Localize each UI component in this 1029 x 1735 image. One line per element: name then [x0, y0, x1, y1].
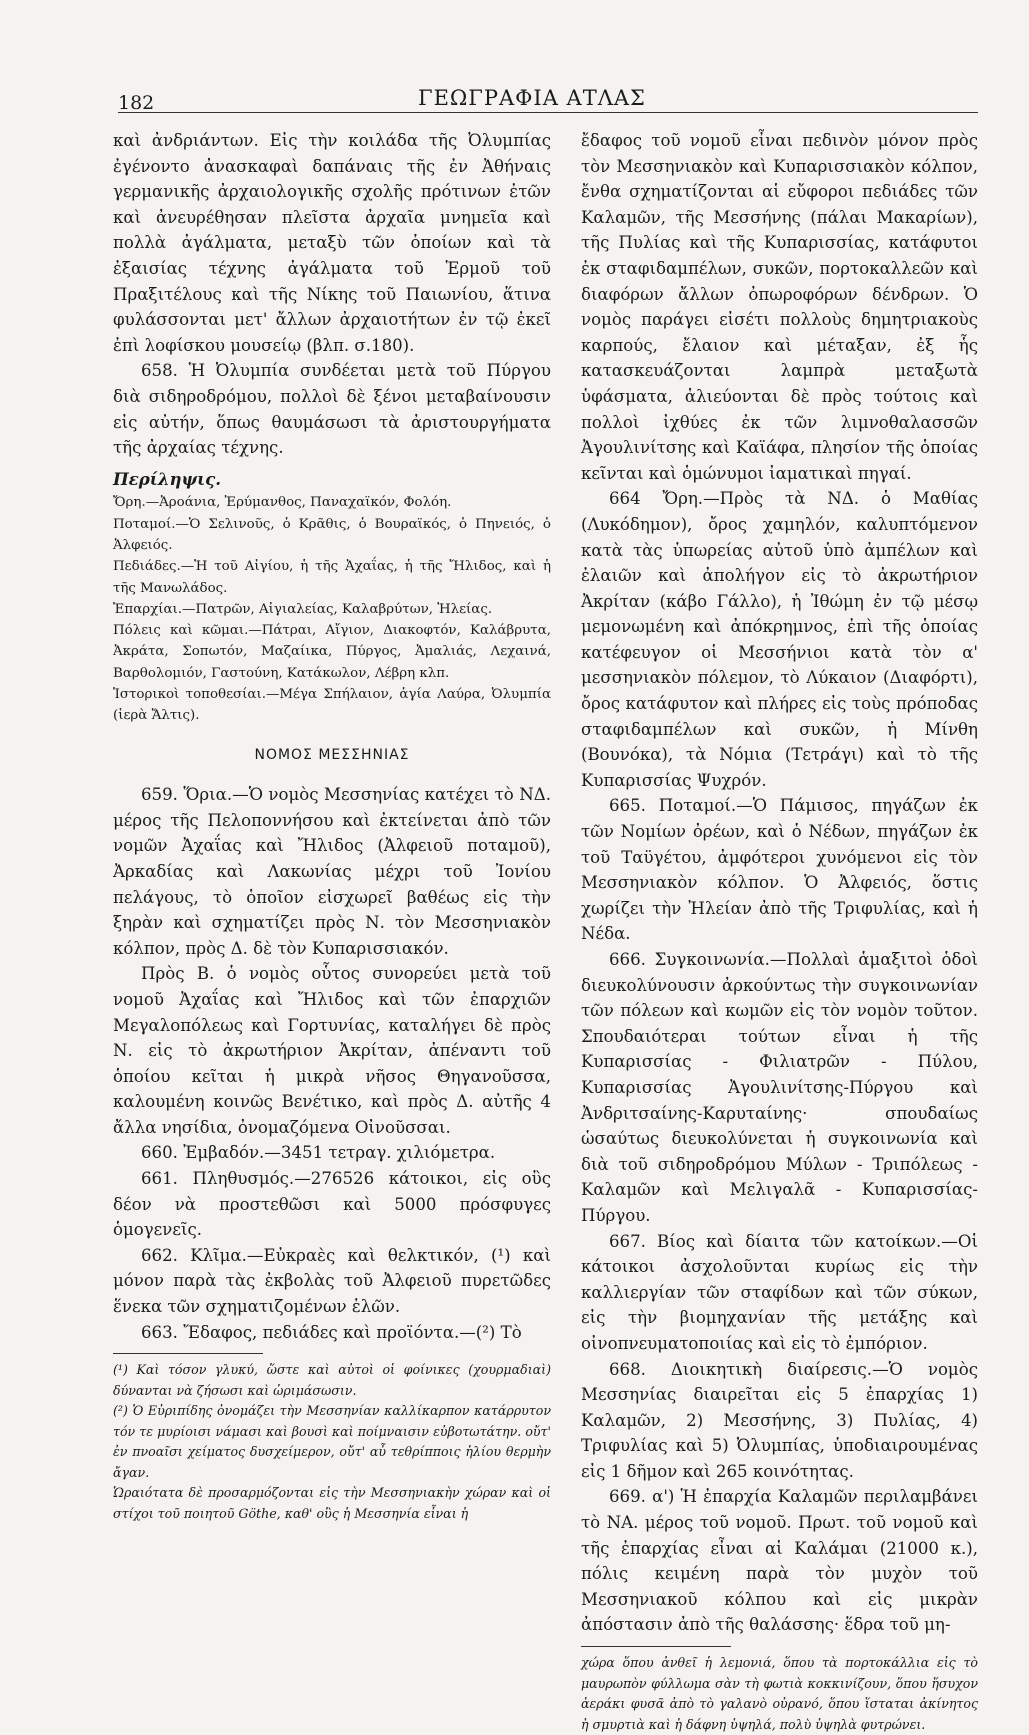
paragraph-668: 668. Διοικητικὴ διαίρεσις.—Ὁ νομὸς Μεσσηνίας διαιρεῖται εἰς 5 ἐπαρχίας 1) Καλαμῶν, 2) Μεσσήνης, 3) Πυλίας, 4) Τριφυλίας καὶ 5) Ὀλυμπίας, ὑποδιαιρουμένας εἰς 1 δῆμον καὶ 265 κοινότητας.	[581, 1359, 978, 1481]
paragraph-667: 667. Βίος καὶ δίαιτα τῶν κατοίκων.—Οἱ κάτοικοι ἀσχολοῦνται κυρίως εἰς τὴν καλλιεργίαν τῶν σταφίδων καὶ τῶν σύκων, εἰς τὴν βιομηχανίαν τῆς μετάξης καὶ οἰνοπνευματοποιίας καὶ εἰς τὸ ἐμπόριον.	[581, 1231, 978, 1353]
paragraph-669: 669. α') Ἡ ἐπαρχία Καλαμῶν περιλαμβάνει τὸ ΝΑ. μέρος τοῦ νομοῦ. Πρωτ. τοῦ νομοῦ καὶ τῆς ἐπαρχίας εἶναι αἱ Καλάμαι (21000 κ.), πόλις κειμένη παρὰ τὸν μυχὸν τοῦ Μεσσηνιακοῦ κόλπου καὶ εἰς μικρὰν ἀπόστασιν ἀπὸ τῆς θαλάσσης· ἕδρα τοῦ μη-	[581, 1487, 978, 1635]
header-rule	[118, 112, 978, 113]
summary-title: Περίληψις.	[113, 468, 222, 489]
footnote-2: (²) Ὁ Εὐριπίδης ὀνομάζει τὴν Μεσσηνίαν καλλίκαρπον κατάρρυτον τόν τε μυρίοισι νάμασι καὶ βουσὶ καὶ ποίμναισιν εὐβοτωτάτην. οὔτ' ἐν πνοαῖσι χείματος δυσχείμερον, οὔτ' αὖ τεθρίπποις ἡλίου θερμὴν ἄγαν.	[113, 1403, 551, 1480]
paragraph-658: 658. Ἡ Ὀλυμπία συνδέεται μετὰ τοῦ Πύργου διὰ σιδηροδρόμου, πολλοὶ δὲ ξένοι μεταβαίνουσιν εἰς αὐτήν, ὅπως θαυμάσωσι τὰ ἀριστουργήματα τῆς ἀρχαίας τέχνης.	[113, 361, 551, 458]
page-number: 182	[118, 92, 155, 114]
summary-provinces: Ἐπαρχίαι.—Πατρῶν, Αἰγιαλείας, Καλαβρύτων, Ἠλείας.	[113, 601, 493, 617]
footnote-3: Ὡραιότατα δὲ προσαρμόζονται εἰς τὴν Μεσσηνιακὴν χώραν καὶ οἱ στίχοι τοῦ ποιητοῦ Göthe, καθ' οὓς ἡ Μεσσηνία εἶναι ἡ	[113, 1485, 551, 1521]
paragraph-663-continued: ἔδαφος τοῦ νομοῦ εἶναι πεδινὸν μόνον πρὸς τὸν Μεσσηνιακὸν καὶ Κυπαρισσιακὸν κόλπον, ἔνθα σχηματίζονται αἱ εὔφοροι πεδιάδες τῶν Καλαμῶν, τῆς Μεσσήνης (πάλαι Μακαρίων), τῆς Πυλίας καὶ τῆς Κυπαρισσίας, κατάφυτοι ἐκ σταφιδαμπέλων, συκῶν, πορτοκαλλεῶν καὶ διαφόρων ἄλλων ὀπωροφόρων δένδρων. Ὁ νομὸς παράγει εἰσέτι πολλοὺς δημητριακοὺς καρπούς, ἔλαιον καὶ μέταξαν, ἐξ ἧς κατασκευάζονται λαμπρὰ μεταξωτὰ ὑφάσματα, ἁλιεύονται δὲ πρὸς τούτοις καὶ πολλοὶ ἰχθύες ἐκ τῶν λιμνοθαλασσῶν Ἀγουλινίτσης καὶ Καϊάφα, πλησίον τῆς ὁποίας κεῖνται καὶ ὁμώνυμοι ἰαματικαὶ πηγαί.	[581, 131, 978, 483]
right-column	[581, 128, 978, 1735]
paragraph-662: 662. Κλῖμα.—Εὐκραὲς καὶ θελκτικόν, (¹) καὶ μόνον παρὰ τὰς ἐκβολὰς τοῦ Ἀλφειοῦ πυρετῶδες ἕνεκα τῶν σχηματιζομένων ἑλῶν.	[113, 1245, 551, 1317]
section-heading: ΝΟΜΟΣ ΜΕΣΣΗΝΙΑΣ	[254, 746, 410, 763]
paragraph-660: 660. Ἐμβαδόν.—3451 τετραγ. χιλιόμετρα.	[141, 1143, 496, 1163]
summary-historic-sites: Ἱστορικοὶ τοποθεσίαι.—Μέγα Σπήλαιον, ἁγία Λαύρα, Ὀλυμπία (ἱερὰ Ἄλτις).	[113, 686, 551, 724]
paragraph-659: 659. Ὅρια.—Ὁ νομὸς Μεσσηνίας κατέχει τὸ ΝΔ. μέρος τῆς Πελοποννήσου καὶ ἐκτείνεται ἀπὸ τῶν νομῶν Ἀχαΐας καὶ Ἤλιδος (Ἀλφειοῦ ποταμοῦ), Ἀρκαδίας καὶ Λακωνίας μέχρι τοῦ Ἰονίου πελάγους, τὸ ὁποῖον εἰσχωρεῖ βαθέως εἰς τὴν ξηρὰν καὶ σχηματίζει πρὸς Ν. τὸν Μεσσηνιακὸν κόλπον, πρὸς Δ. δὲ τὸν Κυπαρισσιακόν.	[113, 785, 551, 958]
footnotes-right	[581, 1653, 978, 1735]
paragraph-659-continued: Πρὸς Β. ὁ νομὸς οὗτος συνορεύει μετὰ τοῦ νομοῦ Ἀχαΐας καὶ Ἤλιδος καὶ τῶν ἐπαρχιῶν Μεγαλοπόλεως καὶ Γορτυνίας, καταλήγει δὲ πρὸς Ν. εἰς τὸ ἀκρωτήριον Ἀκρίταν, ἀπέναντι τοῦ ὁποίου κεῖται ἡ μικρὰ νῆσος Θηγανοῦσσα, καλουμένη κοινῶς Βενέτικο, καὶ πρὸς Δ. αὐτῆς 4 ἄλλα νησίδια, ὀνομαζόμενα Οἰνοῦσσαι.	[113, 964, 551, 1137]
page-header	[118, 84, 978, 114]
paragraph-665: 665. Ποταμοί.—Ὁ Πάμισος, πηγάζων ἐκ τῶν Νομίων ὀρέων, καὶ ὁ Νέδων, πηγάζων ἐκ τοῦ Ταϋγέτου, ἀμφότεροι χυνόμενοι εἰς τὸν Μεσσηνιακὸν κόλπον. Ὁ Ἀλφειός, ὅστις χωρίζει τὴν Ἠλείαν ἀπὸ τῆς Τριφυλίας, καὶ ἡ Νέδα.	[581, 796, 978, 944]
running-title: ΓΕΩΓΡΑΦΙΑ ΑΤΛΑΣ	[418, 86, 646, 110]
paragraph-663: 663. Ἔδαφος, πεδιάδες καὶ προϊόντα.—(²) Τὸ	[141, 1322, 522, 1342]
paragraph-661: 661. Πληθυσμός.—276526 κάτοικοι, εἰς οὓς δέον νὰ προστεθῶσι καὶ 5000 πρόσφυγες ὁμογενεῖς.	[113, 1169, 551, 1240]
footnote-continued: χώρα ὅπου ἀνθεῖ ἡ λεμονιά, ὅπου τὰ πορτοκάλλια εἰς τὸ μαυρωπὸν φύλλωμα σὰν τὴ φωτιὰ κοκκινίζουν, ὅπου ἥσυχον ἀεράκι φυσᾶ ἀπὸ τὸ γαλανὸ οὐρανό, ὅπου ἵσταται ἀκίνητος ἡ σμυρτιὰ καὶ ἡ δάφνη ὑψηλά, πολὺ ὑψηλὰ φυτρώνει.	[581, 1655, 978, 1732]
summary-block	[113, 492, 551, 726]
paragraph-664: 664 Ὄρη.—Πρὸς τὰ ΝΔ. ὁ Μαθίας (Λυκόδημον), ὄρος χαμηλόν, καλυπτόμενον κατὰ τὰς ὑπωρείας αὐτοῦ ὑπὸ ἀμπέλων καὶ ἐλαιῶν καὶ ἀπολήγον εἰς τὸ ἀκρωτήριον Ἀκρίταν (κάβο Γάλλο), ἡ Ἰθώμη ἐν τῷ μέσῳ μεμονωμένη καὶ ἀπόκρημνος, ἐπὶ τῆς ὁποίας κατέφευγον οἱ Μεσσήνιοι κατὰ τὸν α' μεσσηνιακὸν πόλεμον, τὸ Λύκαιον (Διαφόρτι), ὄρος κατάφυτον καὶ πλήρες εἰς τοὺς πρόποδας σταφιδαμπέλων καὶ συκῶν, ἡ Μίνθη (Βουνόκα), τὰ Νόμια (Τετράγι) καὶ τὸ τῆς Κυπαρισσίας Ψυχρόν.	[581, 489, 978, 790]
footnote-rule	[113, 1353, 263, 1354]
footnote-1: (¹) Καὶ τόσον γλυκύ, ὥστε καὶ αὐτοὶ οἱ φοίνικες (χουρμαδιαὶ) δύνανται νὰ ζήσωσι καὶ ὡριμάσωσιν.	[113, 1362, 551, 1398]
paragraph-666: 666. Συγκοινωνία.—Πολλαὶ ἁμαξιτοὶ ὁδοὶ διευκολύνουσιν ἀρκούντως τὴν συγκοινωνίαν τῶν πόλεων καὶ κωμῶν εἰς τὸν νομὸν τοῦτον. Σπουδαιότεραι τούτων εἶναι ἡ τῆς Κυπαρισσίας - Φιλιατρῶν - Πύλου, Κυπαρισσίας Ἀγουλινίτσης-Πύργου καὶ Ἀνδριτσαίνης-Καρυταίνης· σπουδαίως ὡσαύτως διευκολύνεται ἡ συγκοινωνία καὶ διὰ τοῦ σιδηροδρόμου Μύλων - Τριπόλεως - Καλαμῶν καὶ Μελιγαλᾶ - Κυπαρισσίας-Πύργου.	[581, 950, 978, 1225]
summary-plains: Πεδιάδες.—Ἡ τοῦ Αἰγίου, ἡ τῆς Ἀχαΐας, ἡ τῆς Ἤλιδος, καὶ ἡ τῆς Μανωλάδος.	[113, 559, 551, 596]
footnote-rule-right	[581, 1646, 731, 1647]
summary-mountains: Ὄρη.—Ἀροάνια, Ἐρύμανθος, Παναχαϊκόν, Φολόη.	[113, 495, 452, 511]
paragraph-olympia-excavations: καὶ ἀνδριάντων. Εἰς τὴν κοιλάδα τῆς Ὀλυμπίας ἐγένοντο ἀνασκαφαὶ δαπάναις τῆς ἐν Ἀθήναις γερμανικῆς ἀρχαιολογικῆς σχολῆς πρότινων ἐτῶν καὶ ἀνευρέθησαν πλεῖστα ἀρχαῖα μνημεῖα καὶ πολλὰ ἀγάλματα, μεταξὺ τῶν ὁποίων καὶ τὰ ἐξαισίας τέχνης ἀγάλματα τοῦ Ἑρμοῦ τοῦ Πραξιτέλους καὶ τῆς Νίκης τοῦ Παιωνίου, ἅτινα φυλάσσονται μετ' ἄλλων ἀρχαιοτήτων ἐν τῷ ἐκεῖ ἐπὶ λοφίσκου μουσείῳ (βλπ. σ.180).	[113, 131, 551, 355]
left-column	[113, 128, 551, 1524]
summary-rivers: Ποταμοί.—Ὁ Σελινοῦς, ὁ Κρᾶθις, ὁ Βουραϊκός, ὁ Πηνειός, ὁ Ἀλφειός.	[113, 516, 551, 553]
summary-towns: Πόλεις καὶ κῶμαι.—Πάτραι, Αἴγιον, Διακοφτόν, Καλάβρυτα, Ἀκράτα, Σοπωτόν, Μαζαίικα, Πύργος, Ἀμαλιάς, Λεχαινά, Βαρθολομιόν, Γαστούνη, Κατάκωλον, Λέβρη κλπ.	[113, 623, 551, 681]
